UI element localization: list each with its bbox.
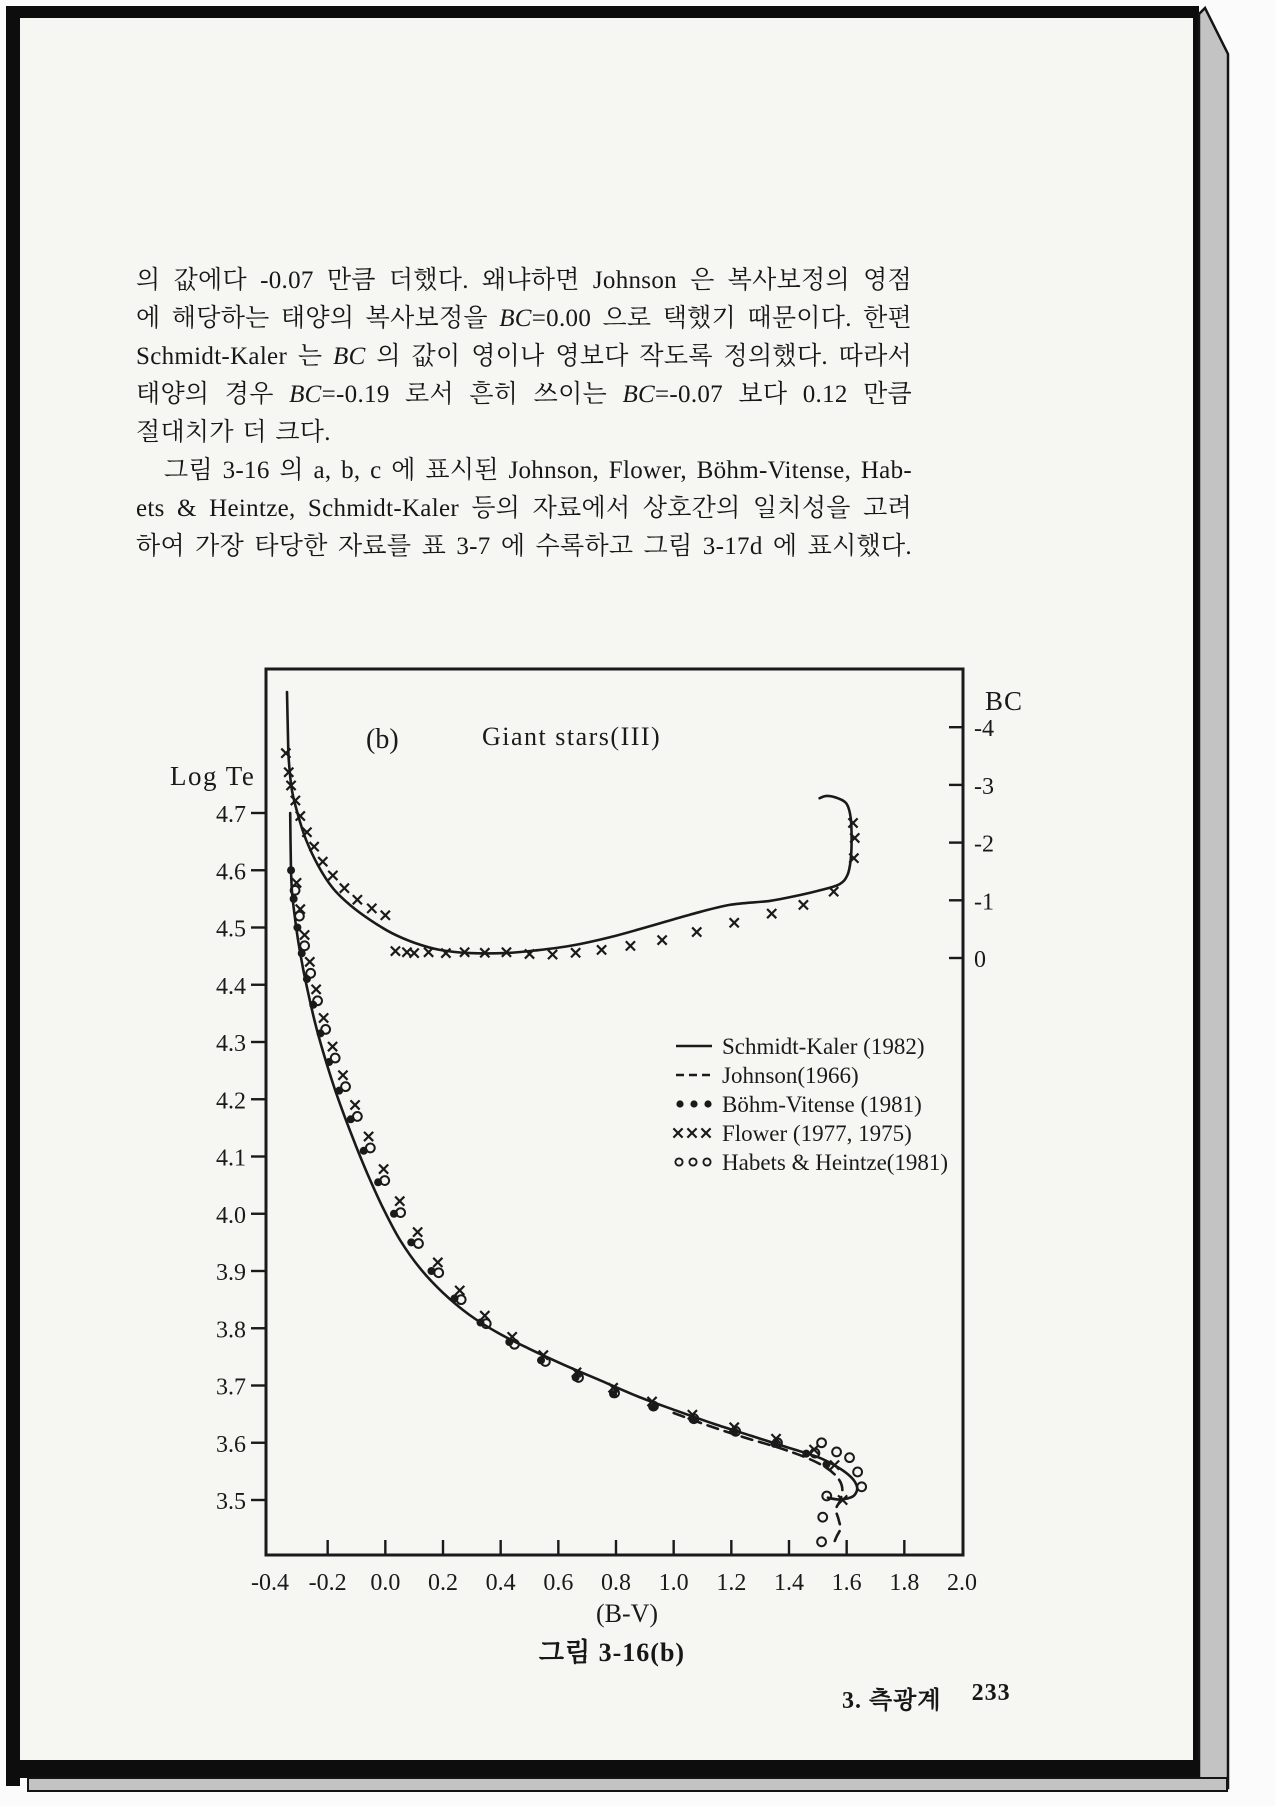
y-left-tick-label: 4.3 [216, 1031, 246, 1057]
x-tick-label: 0.6 [543, 1570, 574, 1596]
paragraph-line [136, 376, 912, 414]
x-tick-label: 0.2 [427, 1570, 458, 1596]
paragraph-line [136, 490, 912, 528]
text-segment: 그림 3-16 의 a, b, c 에 표시된 Johnson, Flower, Böhm-Vitense, Hab- [164, 457, 912, 484]
x-tick-label: 2.0 [946, 1570, 977, 1596]
paragraph-line [136, 262, 912, 300]
figure-title: Giant stars(III) [482, 722, 662, 751]
y-left-tick-label: 3.5 [216, 1489, 246, 1515]
text-segment: =0.00 으로 택했기 때문이다. 한편 [531, 305, 912, 332]
y-right-axis-title: BC [985, 686, 1024, 716]
text-segment: 하여 가장 타당한 자료를 표 3-7 에 수록하고 그림 3-17d 에 표시했다. [136, 533, 912, 560]
text-segment: Schmidt-Kaler 는 [136, 343, 334, 370]
math-var: BC [289, 381, 322, 408]
footer-section-title: 3. 측광계 [842, 1688, 942, 1714]
y-right-tick-label: 0 [974, 947, 986, 973]
y-left-axis [170, 761, 266, 1515]
y-left-tick-label: 3.7 [216, 1374, 246, 1401]
legend-entry-label: Böhm-Vitense (1981) [722, 1092, 922, 1117]
legend-entry-label: Flower (1977, 1975) [722, 1121, 912, 1146]
paragraph-line [136, 300, 912, 338]
text-segment: 에 해당하는 태양의 복사보정을 [136, 305, 500, 332]
y-left-tick-label: 4.1 [216, 1145, 246, 1172]
text-segment: ets & Heintze, Schmidt-Kaler 등의 자료에서 상호간의 일치성을 고려 [136, 495, 912, 522]
habets-heintze-markers [291, 886, 866, 1546]
text-segment: =-0.19 로서 흔히 쓰이는 [321, 381, 623, 408]
text-segment: 의 값이 영이나 영보다 작도록 정의했다. 따라서 [365, 343, 912, 370]
body-text [136, 262, 912, 566]
legend-entry-label: Schmidt-Kaler (1982) [722, 1034, 925, 1059]
legend [673, 1034, 948, 1175]
y-left-tick-label: 3.8 [216, 1317, 246, 1344]
paragraph-line [136, 452, 912, 490]
x-axis [251, 1540, 977, 1628]
y-left-tick-label: 3.6 [216, 1431, 246, 1458]
paragraph-line [136, 528, 912, 566]
text-segment: 태양의 경우 [136, 381, 290, 408]
page-footer [842, 1680, 1011, 1715]
y-right-axis [949, 686, 1023, 973]
flower-bc-markers [281, 749, 859, 960]
text-segment: 의 값에다 -0.07 만큼 더했다. 왜냐하면 Johnson 은 복사보정의 영점 [136, 267, 912, 294]
y-left-tick-label: 4.0 [216, 1202, 246, 1229]
text-segment: =-0.07 보다 0.12 만큼 [655, 381, 912, 408]
y-right-tick-label: -4 [974, 716, 994, 743]
legend-entry-label: Johnson(1966) [722, 1063, 859, 1088]
x-tick-label: 1.6 [831, 1570, 862, 1596]
y-left-tick-label: 3.9 [216, 1260, 246, 1286]
math-var: BC [622, 381, 655, 408]
math-var: BC [499, 305, 532, 332]
panel-label: (b) [366, 724, 399, 755]
johnson-logte-curve [674, 1413, 843, 1546]
figure-3-16b [130, 570, 1070, 1695]
y-left-tick-label: 4.6 [216, 859, 246, 886]
y-right-tick-label: -3 [974, 773, 994, 800]
y-left-tick-label: 4.2 [216, 1088, 246, 1115]
paragraph-line [136, 338, 912, 376]
figure-caption: 그림 3-16(b) [538, 1638, 686, 1667]
paragraph-line [136, 414, 912, 452]
x-tick-label: -0.4 [251, 1570, 289, 1596]
x-tick-label: -0.2 [308, 1570, 347, 1596]
y-right-tick-label: -1 [974, 889, 994, 916]
footer-page-number: 233 [971, 1680, 1011, 1706]
x-tick-label: 1.2 [716, 1570, 747, 1596]
y-left-tick-label: 4.5 [216, 916, 246, 943]
y-left-axis-title: Log Te [170, 761, 256, 791]
figure-titles [366, 722, 661, 755]
y-left-tick-label: 4.4 [216, 973, 246, 1000]
x-tick-label: 0.4 [485, 1570, 516, 1596]
text-segment: 절대치가 더 크다. [136, 419, 331, 446]
x-tick-label: 0.8 [600, 1570, 631, 1596]
x-tick-label: 1.4 [773, 1570, 804, 1596]
x-tick-label: 1.0 [658, 1570, 689, 1596]
y-left-tick-label: 4.7 [216, 802, 246, 828]
x-axis-title: (B-V) [595, 1599, 659, 1628]
x-tick-label: 0.0 [370, 1570, 401, 1596]
legend-entry-label: Habets & Heintze(1981) [722, 1150, 949, 1175]
x-tick-label: 1.8 [889, 1570, 920, 1596]
math-var: BC [333, 343, 366, 370]
y-right-tick-label: -2 [974, 831, 994, 858]
